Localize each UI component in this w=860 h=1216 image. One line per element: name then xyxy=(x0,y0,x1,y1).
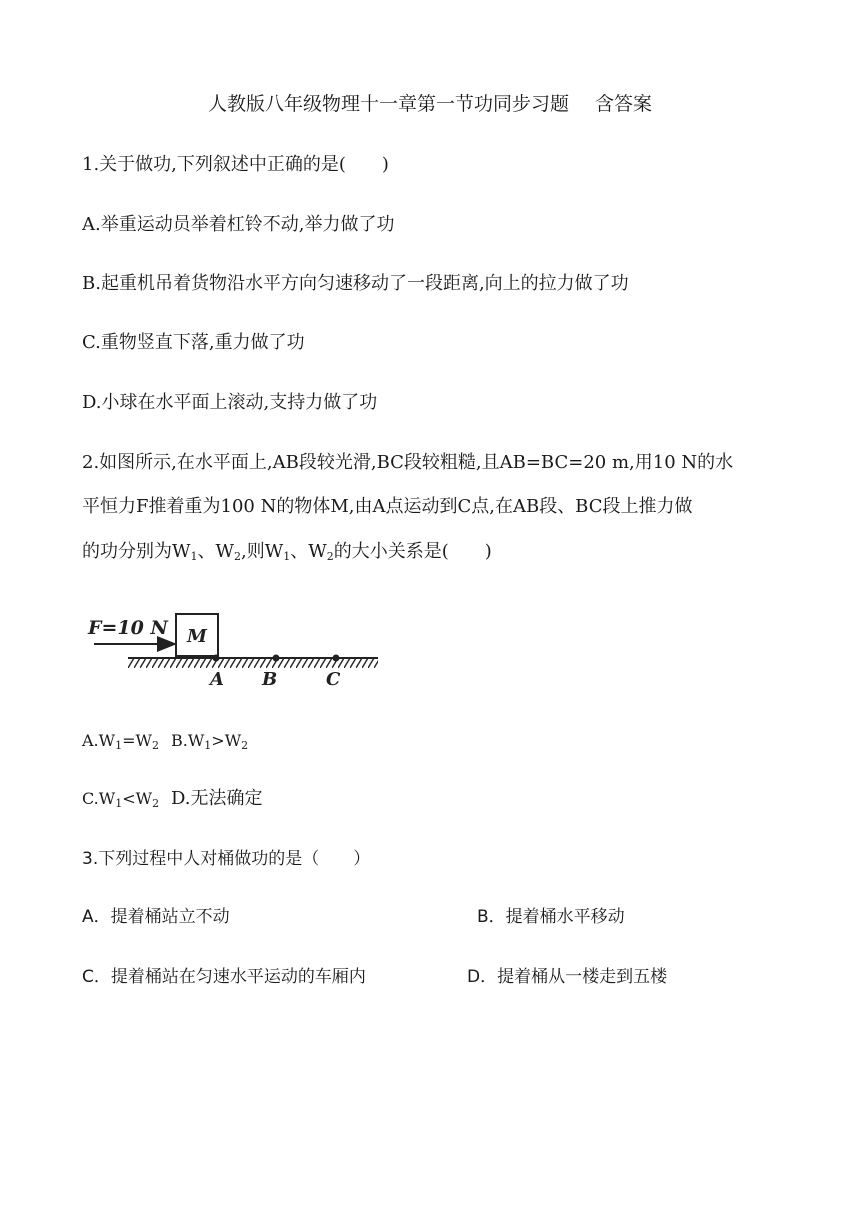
q2-line-1: 2.如图所示,在水平面上,AB段较光滑,BC段较粗糙,且AB=BC=20 m,用10 N的水 xyxy=(82,452,734,473)
q2-option-c: $C.W_1<W_2$ xyxy=(82,789,160,810)
q2-option-d: D.无法确定 xyxy=(171,788,263,809)
point-c-dot xyxy=(333,655,340,662)
title-text: 人教版八年级物理十一章第一节功同步习题 xyxy=(207,93,569,115)
point-b-dot xyxy=(273,655,280,662)
title-suffix: 含答案 xyxy=(595,93,653,115)
q1-option-a: A.举重运动员举着杠铃不动,举力做了功 xyxy=(82,214,395,235)
point-a-label: A xyxy=(210,669,224,690)
q1-stem: 1.关于做功,下列叙述中正确的是( ) xyxy=(82,154,389,175)
q2-line-3: 的功分别为$W_1$、$W_2$,则$W_1$、$W_2$的大小关系是( ) xyxy=(82,541,492,563)
q1-option-b: B.起重机吊着货物沿水平方向匀速移动了一段距离,向上的拉力做了功 xyxy=(82,273,629,294)
q2-options-cd xyxy=(82,786,263,812)
q2-option-b: $B.W_1>W_2$ xyxy=(171,731,249,752)
ground-hatch xyxy=(128,658,378,668)
q1-option-d: D.小球在水平面上滚动,支持力做了功 xyxy=(82,392,378,413)
q3-option-b: B．提着桶水平移动 xyxy=(477,907,625,927)
q3-stem: 3.下列过程中人对桶做功的是（ ） xyxy=(82,849,371,869)
force-diagram xyxy=(86,608,386,692)
document-title xyxy=(0,91,860,117)
point-a-dot xyxy=(213,655,220,662)
point-b-label: B xyxy=(262,669,278,690)
q3-option-a: A．提着桶站立不动 xyxy=(82,907,230,927)
q2-line-2: 平恒力F推着重为100 N的物体M,由A点运动到C点,在AB段、BC段上推力做 xyxy=(82,496,693,517)
q1-option-c: C.重物竖直下落,重力做了功 xyxy=(82,332,305,353)
force-label: F=10 N xyxy=(88,617,168,639)
q3-option-d: D．提着桶从一楼走到五楼 xyxy=(467,967,668,987)
block-label: M xyxy=(187,626,207,647)
q3-option-c: C．提着桶站在匀速水平运动的车厢内 xyxy=(82,967,366,987)
q2-option-a: $A.W_1=W_2$ xyxy=(82,731,159,752)
q2-options-ab xyxy=(82,728,248,754)
point-c-label: C xyxy=(326,669,341,690)
